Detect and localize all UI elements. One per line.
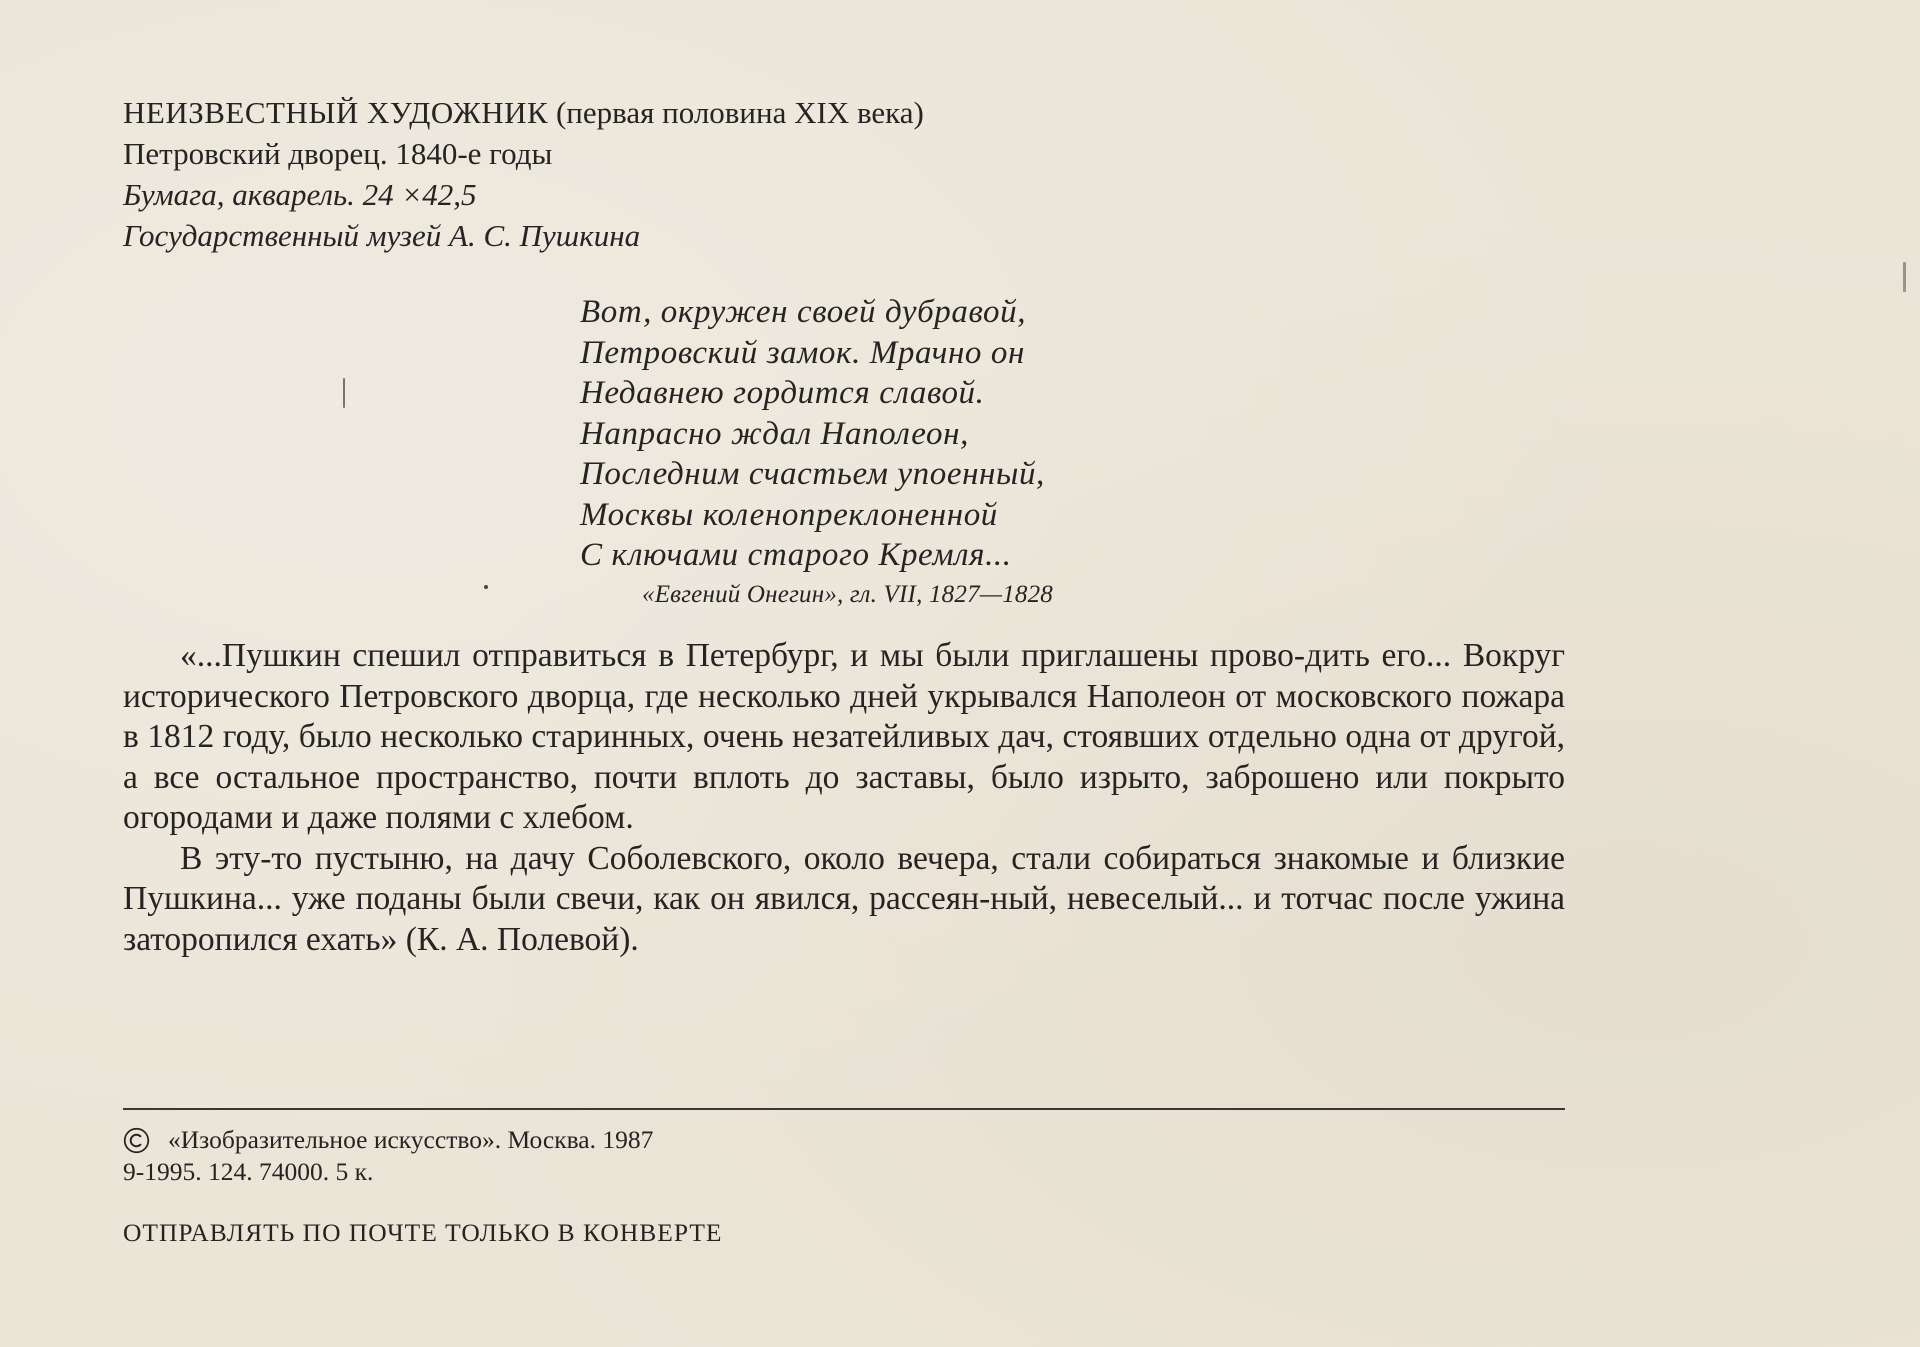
poem-epigraph	[580, 292, 1053, 611]
memoir-quote	[123, 636, 1565, 960]
poem-verse: С ключами старого Кремля...	[580, 537, 1012, 573]
poem-verse: Напрасно ждал Наполеон,	[580, 415, 969, 452]
artist-line	[123, 92, 924, 133]
mail-notice: ОТПРАВЛЯТЬ ПО ПОЧТЕ ТОЛЬКО В КОНВЕРТЕ	[123, 1218, 723, 1247]
paper-speck	[484, 585, 488, 589]
poem-verse: Недавнею гордится славой.	[580, 375, 985, 411]
footer-divider	[123, 1108, 1565, 1110]
artist-period: (первая половина XIX века)	[555, 95, 924, 130]
poem-verse: Петровский замок. Мрачно он	[580, 334, 1025, 371]
artwork-collection: Государственный музей А. С. Пушкина	[123, 218, 641, 253]
poem-verse: Москвы коленопреклоненной	[580, 496, 998, 533]
artwork-caption	[123, 92, 924, 256]
publisher-name: «Изобразительное искусство». Москва. 1987	[168, 1125, 654, 1154]
artist-name: НЕИЗВЕСТНЫЙ ХУДОЖНИК	[123, 95, 549, 130]
quote-paragraph: «...Пушкин спешил отправиться в Петербург, и мы были приглашены прово-дить его... Вокруг исторического Петровского дворца, где несколько дней укрывался Наполеон от московского пожара в 1812 году, было несколько старинных, очень незатейливых дач, стоявших отдельно одна от другой, а все остальное пространство, почти вплоть до заставы, было изрыто, заброшено или покрыто огородами и даже полями с хлебом.	[123, 637, 1565, 836]
artwork-title: Петровский дворец. 1840-е годы	[123, 136, 553, 171]
poem-verse: Вот, окружен своей дубравой,	[580, 294, 1027, 330]
publisher-line	[123, 1124, 722, 1156]
paper-speck	[1903, 262, 1906, 292]
poem-source: «Евгений Онегин», гл. VII, 1827—1828	[642, 580, 1054, 608]
artwork-medium: Бумага, акварель. 24 ×42,5	[123, 177, 477, 212]
copyright-icon	[123, 1127, 150, 1154]
paper-speck	[343, 378, 345, 408]
poem-verse: Последним счастьем упоенный,	[580, 456, 1045, 492]
print-code: 9-1995. 124. 74000. 5 к.	[123, 1157, 374, 1186]
quote-paragraph: В эту-то пустыню, на дачу Соболевского, около вечера, стали собираться знакомые и близкие Пушкина... уже поданы были свечи, как он явился, рассеян-ный, невеселый... и тотчас после ужина заторопился ехать» (К. А. Полевой).	[123, 839, 1565, 958]
publisher-footer	[123, 1124, 722, 1249]
